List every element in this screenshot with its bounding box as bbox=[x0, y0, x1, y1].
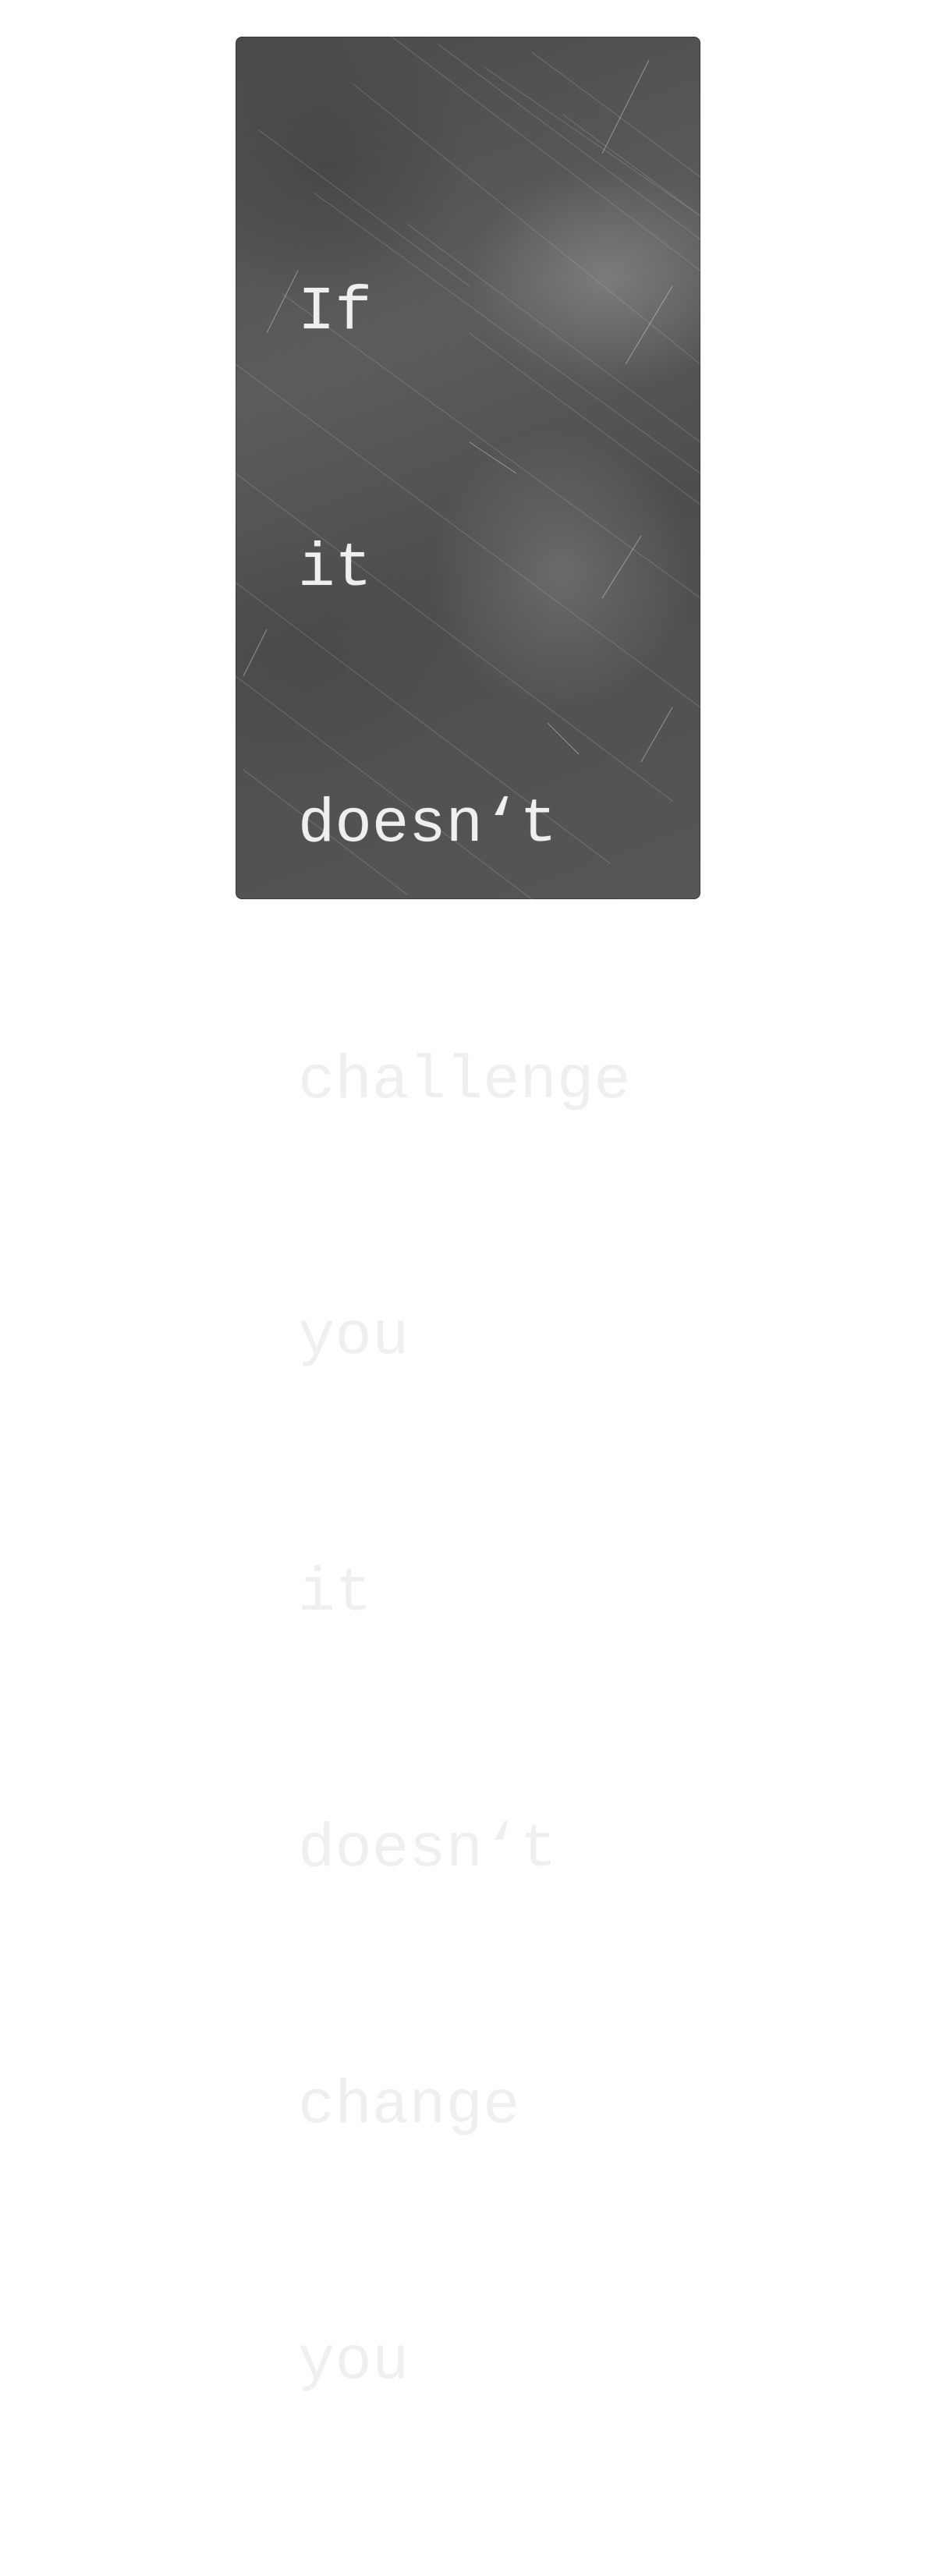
quote-line: challenge bbox=[298, 1045, 631, 1116]
quote-line: doesn‘t bbox=[298, 1814, 557, 1884]
quote-line: doesn‘t bbox=[298, 789, 557, 859]
quote-line: you bbox=[298, 2326, 410, 2397]
quote-text bbox=[298, 99, 631, 2576]
quote-line: it bbox=[298, 533, 372, 604]
quote-line: it bbox=[298, 1557, 372, 1628]
quote-line: If bbox=[298, 277, 372, 347]
quote-line: change bbox=[298, 2070, 520, 2141]
quote-plaque bbox=[236, 37, 700, 2397]
quote-line: you bbox=[298, 1302, 410, 1372]
